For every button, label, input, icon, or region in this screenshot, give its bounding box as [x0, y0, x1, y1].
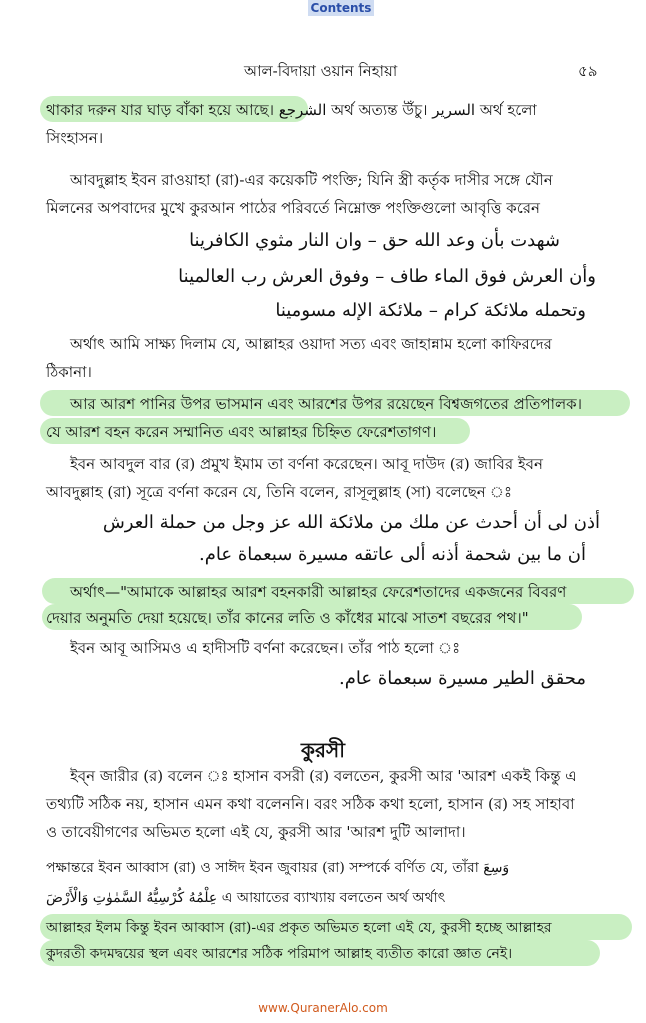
text-line: থাকার দরুন যার ঘাড় বাঁকা হয়ে আছে। الشرجع অর্থ অত্যন্ত উঁচু। السرير অর্থ হলো: [46, 101, 537, 119]
arabic-verse: وتحمله ملائكة كرام – ملائكة الإله مسومينا: [275, 300, 586, 321]
text-line: তথ্যটি সঠিক নয়, হাসান এমন কথা বলেননি। বরং সঠিক কথা হলো, হাসান (র) সহ সাহাবা: [46, 795, 575, 813]
arabic-hadith: أذن لى أن أحدث عن ملك من ملائكة الله عز وجل من حملة العرش: [102, 512, 600, 533]
running-title: আল-বিদায়া ওয়ান নিহায়া: [244, 62, 398, 80]
text-line: ইব্ন জারীর (র) বলেন ঃ হাসান বসরী (র) বলতেন, কুরসী আর 'আরশ একই কিন্তু এ: [70, 767, 577, 785]
text-line: ইবন আবূ আসিমও এ হাদীসটি বর্ণনা করেছেন। তাঁর পাঠ হলো ঃ: [70, 639, 461, 657]
contents-link[interactable]: Contents: [308, 0, 374, 16]
arabic-variant: محقق الطير مسيرة سبعماة عام.: [339, 668, 586, 689]
footer-url: www.QuranerAlo.com: [258, 1001, 388, 1015]
arabic-hadith: أن ما بين شحمة أذنه ألى عاتقه مسيرة سبعماة عام.: [199, 544, 586, 565]
text-line: যে আরশ বহন করেন সম্মানিত এবং আল্লাহর চিহ্নিত ফেরেশতাগণ।: [46, 423, 437, 441]
text-line: কুদরতী কদমদ্বয়ের স্থল এবং আরশের সঠিক পরিমাপ আল্লাহ ব্যতীত কারো জ্ঞাত নেই।: [46, 946, 513, 962]
text-line: পক্ষান্তরে ইবন আব্বাস (রা) ও সাঈদ ইবন জুবায়র (রা) সম্পর্কে বর্ণিত যে, তাঁরা وَسِعَ: [46, 860, 510, 876]
text-line: অর্থাৎ—"আমাকে আল্লাহর আরশ বহনকারী আল্লাহর ফেরেশতাদের একজনের বিবরণ: [70, 583, 567, 601]
text-line: ঠিকানা।: [46, 363, 92, 381]
section-heading: কুরসী: [301, 738, 345, 762]
arabic-verse: شهدت بأن وعد الله حق – وان النار مثوي الكافرينا: [189, 230, 560, 251]
text-line: সিংহাসন।: [46, 129, 104, 147]
text-line: আবদুল্লাহ (রা) সূত্রে বর্ণনা করেন যে, তিনি বলেন, রাসূলুল্লাহ (সা) বলেছেন ঃ: [46, 483, 512, 501]
text-line: ইবন আবদুল বার (র) প্রমুখ ইমাম তা বর্ণনা করেছেন। আবূ দাউদ (র) জাবির ইবন: [70, 455, 543, 473]
text-line: মিলনের অপবাদের মুখে কুরআন পাঠের পরিবর্তে নিম্নোক্ত পংক্তিগুলো আবৃত্তি করেন: [46, 199, 540, 217]
text-line: আর আরশ পানির উপর ভাসমান এবং আরশের উপর রয়েছেন বিশ্বজগতের প্রতিপালক।: [70, 395, 582, 413]
text-line: ও তাবেয়ীগণের অভিমত হলো এই যে, কুরসী আর 'আরশ দুটি আলাদা।: [46, 823, 466, 841]
arabic-verse: وأن العرش فوق الماء طاف – وفوق العرش رب العالمينا: [178, 266, 596, 287]
text-line: আবদুল্লাহ ইবন রাওয়াহা (রা)-এর কয়েকটি পংক্তি; যিনি স্ত্রী কর্তৃক দাসীর সঙ্গে যৌন: [70, 171, 553, 189]
text-line: আল্লাহর ইলম কিন্তু ইবন আব্বাস (রা)-এর প্রকৃত অভিমত হলো এই যে, কুরসী হচ্ছে আল্লাহর: [46, 920, 552, 936]
page-number: ৫৯: [578, 62, 598, 80]
text-line: অর্থাৎ আমি সাক্ষ্য দিলাম যে, আল্লাহর ওয়াদা সত্য এবং জাহান্নাম হলো কাফিরদের: [70, 335, 552, 353]
text-line: দেয়ার অনুমতি দেয়া হয়েছে। তাঁর কানের লতি ও কাঁধের মাঝে সাতশ বছরের পথ।": [46, 609, 529, 627]
text-line: عِلْمُهُ كُرْسِيُّهُ السَّمٰوٰتِ وَالْأَرْضَ এ আয়াতের ব্যাখ্যায় বলতেন অর্থ অর্থাৎ: [46, 890, 446, 906]
